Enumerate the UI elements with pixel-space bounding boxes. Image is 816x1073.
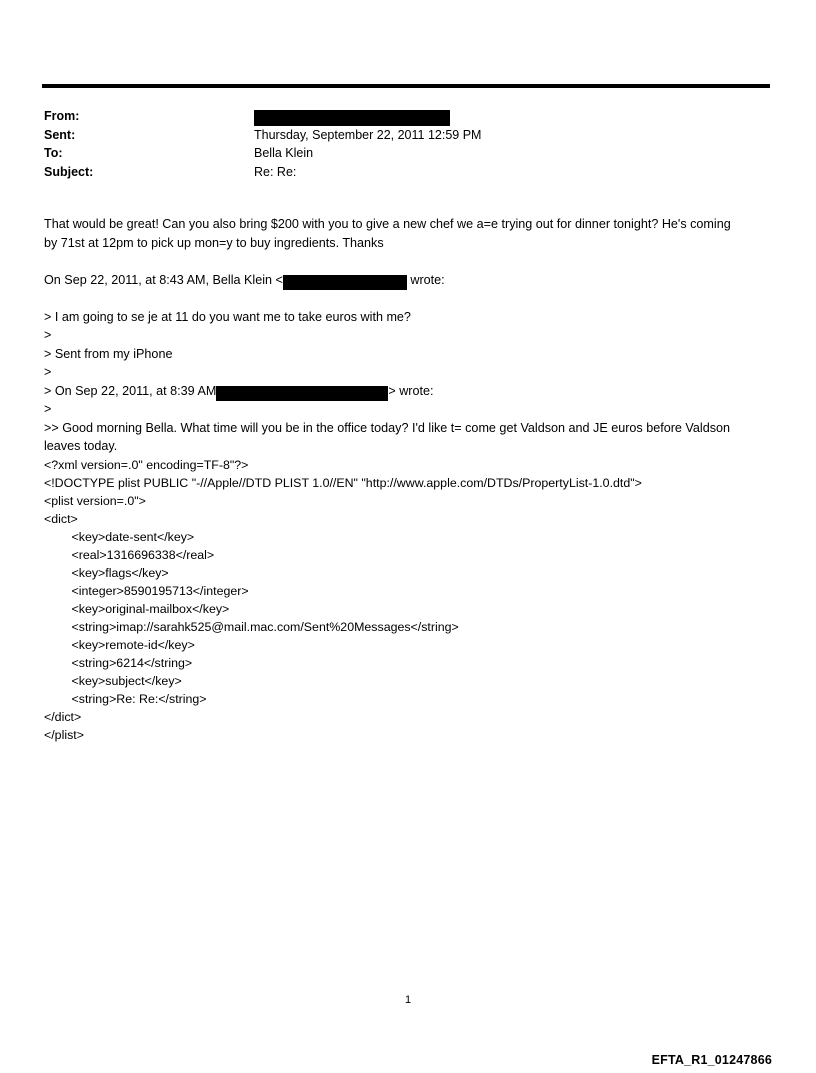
header-value-sent: Thursday, September 22, 2011 12:59 PM	[254, 127, 482, 142]
plist-line: <key>original-mailbox</key>	[44, 601, 230, 616]
plist-line: <string>6214</string>	[44, 655, 193, 670]
reply-attribution-prefix: On Sep 22, 2011, at 8:43 AM, Bella Klein <	[44, 272, 283, 287]
plist-line: <key>flags</key>	[44, 565, 169, 580]
reply-attribution-suffix: wrote:	[410, 272, 445, 287]
header-value-from	[254, 107, 774, 126]
quote-line-6: >	[44, 402, 52, 416]
quote-line-5-prefix: > On Sep 22, 2011, at 8:39 AM	[44, 383, 217, 398]
plist-line: <key>date-sent</key>	[44, 529, 195, 544]
email-body	[44, 215, 744, 744]
reply-attribution-line	[44, 271, 744, 290]
header-row-to	[44, 144, 774, 163]
header-row-from	[44, 107, 774, 126]
header-label-from: From:	[44, 109, 80, 123]
plist-line: <key>remote-id</key>	[44, 637, 195, 652]
quote-line-1: > I am going to se je at 11 do you want me to take euros with me?	[44, 309, 411, 324]
quote-line-3: > Sent from my iPhone	[44, 346, 173, 361]
header-value-subject: Re: Re:	[254, 164, 297, 179]
plist-line: <real>1316696338</real>	[44, 547, 215, 562]
header-divider-rule	[42, 84, 770, 88]
quote-line-5	[44, 382, 744, 401]
page-number: 1	[404, 994, 412, 1006]
plist-line: <string>imap://sarahk525@mail.mac.com/Sent%20Messages</string>	[44, 619, 459, 634]
header-label-to: To:	[44, 146, 63, 160]
quote-line-2: >	[44, 328, 52, 342]
quote-line-7: >> Good morning Bella. What time will you be in the office today? I'd like t= come get Valdson and JE euros before Valdson leaves today.	[44, 420, 731, 453]
bates-number-footer: EFTA_R1_01247866	[651, 1053, 772, 1067]
plist-line: <dict>	[44, 511, 78, 526]
email-header-block	[44, 107, 774, 181]
body-spacer-1	[44, 252, 744, 271]
header-row-subject	[44, 163, 774, 182]
redaction-bar-from	[254, 110, 450, 126]
plist-line: </dict>	[44, 709, 82, 724]
plist-line: <?xml version=.0" encoding=TF-8"?>	[44, 457, 249, 472]
header-value-to: Bella Klein	[254, 146, 314, 160]
plist-line: <!DOCTYPE plist PUBLIC "-//Apple//DTD PLIST 1.0//EN" "http://www.apple.com/DTDs/PropertyList-1.0.dtd">	[44, 475, 642, 490]
body-spacer-2	[44, 289, 744, 308]
header-label-subject: Subject:	[44, 164, 94, 179]
plist-line: <key>subject</key>	[44, 673, 182, 688]
quote-line-5-suffix: > wrote:	[388, 383, 434, 398]
body-paragraph-1: That would be great! Can you also bring $200 with you to give a new chef we a=e trying out for dinner tonight? He's coming by 71st at 12pm to pick up mon=y to buy ingredients. Thanks	[44, 217, 731, 250]
header-label-sent: Sent:	[44, 127, 76, 142]
plist-line: <plist version=.0">	[44, 493, 146, 508]
quote-line-4: >	[44, 365, 52, 379]
plist-line: <integer>8590195713</integer>	[44, 583, 249, 598]
redaction-bar-reply-address	[283, 275, 407, 290]
header-row-sent	[44, 126, 774, 145]
plist-line: </plist>	[44, 727, 84, 742]
redaction-bar-quote-address	[216, 386, 388, 401]
plist-line: <string>Re: Re:</string>	[44, 691, 207, 706]
plist-metadata-block	[44, 456, 744, 744]
